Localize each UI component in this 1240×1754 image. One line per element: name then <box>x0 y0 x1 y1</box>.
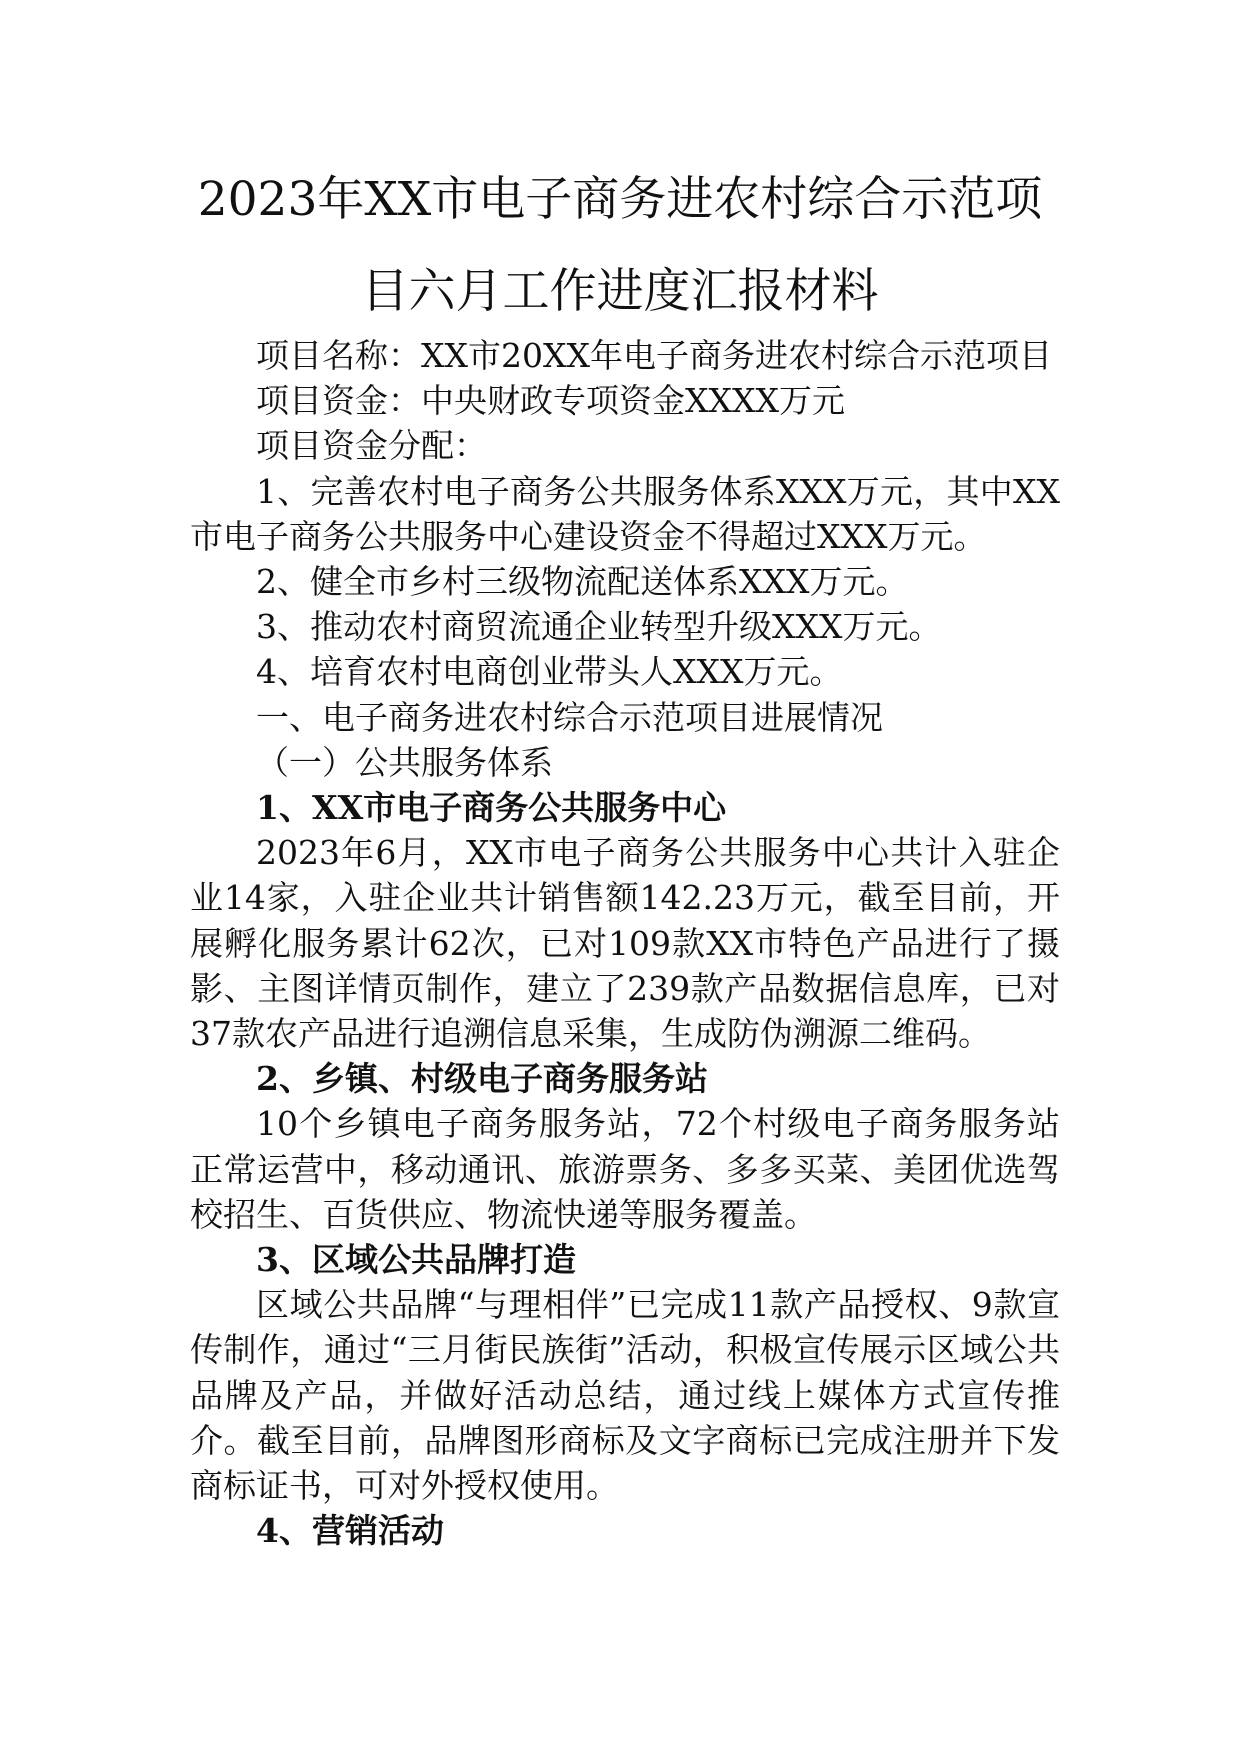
item-heading-service-center: 1、XX市电子商务公共服务中心 <box>256 788 727 828</box>
item-heading-public-brand: 3、区域公共品牌打造 <box>256 1240 576 1280</box>
subsection-heading-public-service: （一）公共服务体系 <box>256 742 553 782</box>
allocation-item-2: 2、健全市乡村三级物流配送体系XXX万元。 <box>256 562 909 602</box>
document-body <box>190 333 1060 1553</box>
allocation-item-3: 3、推动农村商贸流通企业转型升级XXX万元。 <box>256 607 942 647</box>
service-stations-paragraph: 10个乡镇电子商务服务站，72个村级电子商务服务站正常运营中，移动通讯、旅游票务、多多买菜、美团优选驾校招生、百货供应、物流快递等服务覆盖。 <box>190 1104 1060 1234</box>
section-heading-1: 一、电子商务进农村综合示范项目进展情况 <box>256 697 883 737</box>
document-title-line-2: 目六月工作进度汇报材料 <box>361 264 879 319</box>
public-brand-paragraph: 区域公共品牌“与理相伴”已完成11款产品授权、9款宣传制作，通过“三月街民族街”活动，积极宣传展示区域公共品牌及产品，并做好活动总结，通过线上媒体方式宣传推介。截至目前，品牌图形商标及文字商标已完成注册并下发商标证书，可对外授权使用。 <box>190 1285 1060 1506</box>
item-heading-marketing: 4、营销活动 <box>256 1511 444 1551</box>
document-title-line-1: 2023年XX市电子商务进农村综合示范项 <box>197 172 1043 227</box>
item-heading-service-stations: 2、乡镇、村级电子商务服务站 <box>256 1059 708 1099</box>
fund-allocation-label: 项目资金分配： <box>256 426 487 466</box>
project-funds-paragraph: 项目资金：中央财政专项资金XXXX万元 <box>256 381 845 421</box>
project-name-paragraph: 项目名称：XX市20XX年电子商务进农村综合示范项目 <box>256 336 1052 375</box>
service-center-paragraph: 2023年6月，XX市电子商务公共服务中心共计入驻企业14家，入驻企业共计销售额142.23万元，截至目前，开展孵化服务累计62次，已对109款XX市特色产品进行了摄影、主图详情页制作，建立了239款产品数据信息库，已对37款农产品进行追溯信息采集，生成防伪溯源二维码。 <box>190 833 1060 1054</box>
allocation-item-4: 4、培育农村电商创业带头人XXX万元。 <box>256 652 843 692</box>
allocation-item-1: 1、完善农村电子商务公共服务体系XXX万元，其中XX市电子商务公共服务中心建设资金不得超过XXX万元。 <box>190 471 1060 556</box>
